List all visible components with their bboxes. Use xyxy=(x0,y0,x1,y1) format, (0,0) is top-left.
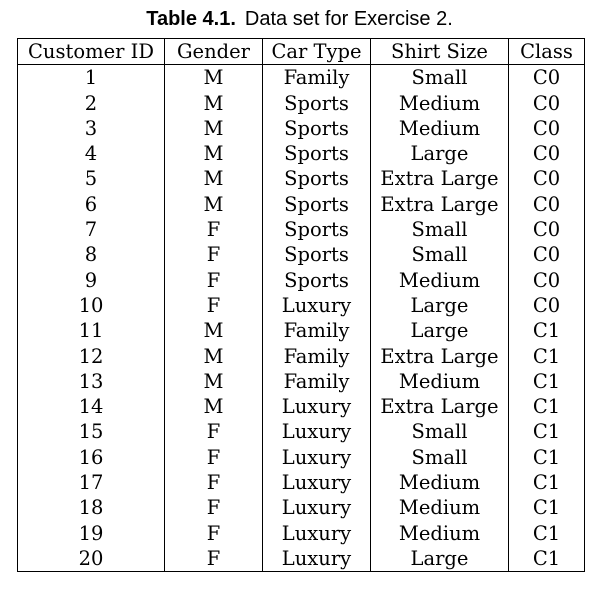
cell-shirt-size: Small xyxy=(371,65,509,91)
column-header-customer-id: Customer ID xyxy=(18,39,165,65)
cell-shirt-size: Medium xyxy=(371,495,509,520)
column-header-car-type: Car Type xyxy=(263,39,371,65)
table-row xyxy=(18,65,585,91)
cell-gender: F xyxy=(165,445,263,470)
table-row xyxy=(18,419,585,444)
cell-customer-id: 2 xyxy=(18,91,165,116)
cell-car-type: Luxury xyxy=(263,495,371,520)
table-row xyxy=(18,495,585,520)
table-header xyxy=(18,39,585,65)
table-row xyxy=(18,116,585,141)
cell-class: C1 xyxy=(509,495,585,520)
cell-shirt-size: Small xyxy=(371,419,509,444)
cell-shirt-size: Extra Large xyxy=(371,166,509,191)
cell-shirt-size: Medium xyxy=(371,116,509,141)
table-row xyxy=(18,141,585,166)
table-row xyxy=(18,192,585,217)
cell-class: C1 xyxy=(509,369,585,394)
cell-gender: M xyxy=(165,369,263,394)
cell-class: C1 xyxy=(509,445,585,470)
cell-shirt-size: Extra Large xyxy=(371,394,509,419)
cell-car-type: Family xyxy=(263,65,371,91)
cell-class: C0 xyxy=(509,166,585,191)
table-caption-label: Table 4.1. xyxy=(146,8,236,30)
table-row xyxy=(18,521,585,546)
cell-shirt-size: Extra Large xyxy=(371,344,509,369)
cell-class: C1 xyxy=(509,521,585,546)
cell-car-type: Luxury xyxy=(263,394,371,419)
cell-gender: F xyxy=(165,293,263,318)
table-row xyxy=(18,91,585,116)
cell-gender: M xyxy=(165,192,263,217)
cell-car-type: Sports xyxy=(263,166,371,191)
cell-customer-id: 10 xyxy=(18,293,165,318)
cell-car-type: Sports xyxy=(263,192,371,217)
cell-gender: F xyxy=(165,546,263,572)
cell-gender: M xyxy=(165,344,263,369)
cell-gender: M xyxy=(165,116,263,141)
cell-customer-id: 8 xyxy=(18,242,165,267)
cell-class: C1 xyxy=(509,318,585,343)
cell-gender: F xyxy=(165,470,263,495)
cell-class: C1 xyxy=(509,419,585,444)
cell-class: C0 xyxy=(509,91,585,116)
column-header-class: Class xyxy=(509,39,585,65)
cell-car-type: Family xyxy=(263,318,371,343)
cell-shirt-size: Small xyxy=(371,242,509,267)
table-row xyxy=(18,318,585,343)
data-table xyxy=(17,38,585,572)
cell-shirt-size: Large xyxy=(371,318,509,343)
cell-customer-id: 17 xyxy=(18,470,165,495)
table-row xyxy=(18,242,585,267)
cell-class: C0 xyxy=(509,293,585,318)
cell-car-type: Sports xyxy=(263,91,371,116)
cell-gender: F xyxy=(165,268,263,293)
table-caption xyxy=(0,6,599,32)
cell-car-type: Family xyxy=(263,344,371,369)
cell-shirt-size: Large xyxy=(371,546,509,572)
column-header-shirt-size: Shirt Size xyxy=(371,39,509,65)
cell-gender: M xyxy=(165,318,263,343)
cell-customer-id: 15 xyxy=(18,419,165,444)
table-caption-text: Data set for Exercise 2. xyxy=(244,8,453,30)
cell-customer-id: 14 xyxy=(18,394,165,419)
cell-car-type: Sports xyxy=(263,268,371,293)
cell-shirt-size: Large xyxy=(371,141,509,166)
table-row xyxy=(18,546,585,572)
cell-car-type: Sports xyxy=(263,242,371,267)
table-row xyxy=(18,445,585,470)
cell-car-type: Luxury xyxy=(263,521,371,546)
cell-customer-id: 18 xyxy=(18,495,165,520)
cell-class: C0 xyxy=(509,192,585,217)
cell-class: C0 xyxy=(509,141,585,166)
cell-gender: M xyxy=(165,166,263,191)
cell-car-type: Luxury xyxy=(263,445,371,470)
cell-shirt-size: Medium xyxy=(371,268,509,293)
cell-class: C1 xyxy=(509,546,585,572)
cell-car-type: Luxury xyxy=(263,293,371,318)
cell-customer-id: 11 xyxy=(18,318,165,343)
cell-class: C1 xyxy=(509,344,585,369)
cell-customer-id: 19 xyxy=(18,521,165,546)
cell-customer-id: 20 xyxy=(18,546,165,572)
cell-customer-id: 9 xyxy=(18,268,165,293)
cell-car-type: Luxury xyxy=(263,419,371,444)
cell-class: C0 xyxy=(509,65,585,91)
cell-class: C0 xyxy=(509,242,585,267)
cell-gender: F xyxy=(165,242,263,267)
cell-shirt-size: Medium xyxy=(371,91,509,116)
cell-shirt-size: Small xyxy=(371,445,509,470)
cell-car-type: Family xyxy=(263,369,371,394)
cell-class: C1 xyxy=(509,470,585,495)
cell-shirt-size: Medium xyxy=(371,470,509,495)
header-row xyxy=(18,39,585,65)
cell-gender: F xyxy=(165,217,263,242)
cell-customer-id: 7 xyxy=(18,217,165,242)
table-row xyxy=(18,217,585,242)
cell-car-type: Sports xyxy=(263,217,371,242)
column-header-gender: Gender xyxy=(165,39,263,65)
cell-car-type: Luxury xyxy=(263,546,371,572)
cell-shirt-size: Large xyxy=(371,293,509,318)
cell-car-type: Sports xyxy=(263,141,371,166)
cell-gender: F xyxy=(165,521,263,546)
cell-customer-id: 5 xyxy=(18,166,165,191)
cell-customer-id: 12 xyxy=(18,344,165,369)
table-row xyxy=(18,268,585,293)
cell-customer-id: 3 xyxy=(18,116,165,141)
cell-car-type: Sports xyxy=(263,116,371,141)
cell-customer-id: 1 xyxy=(18,65,165,91)
table-row xyxy=(18,344,585,369)
cell-class: C0 xyxy=(509,116,585,141)
cell-customer-id: 16 xyxy=(18,445,165,470)
cell-gender: F xyxy=(165,419,263,444)
table-row xyxy=(18,369,585,394)
table-row xyxy=(18,394,585,419)
table-row xyxy=(18,470,585,495)
cell-customer-id: 4 xyxy=(18,141,165,166)
cell-shirt-size: Small xyxy=(371,217,509,242)
table-row xyxy=(18,166,585,191)
cell-shirt-size: Medium xyxy=(371,369,509,394)
cell-gender: M xyxy=(165,394,263,419)
cell-car-type: Luxury xyxy=(263,470,371,495)
table-body xyxy=(18,65,585,572)
table-row xyxy=(18,293,585,318)
cell-class: C0 xyxy=(509,217,585,242)
cell-gender: M xyxy=(165,141,263,166)
cell-shirt-size: Medium xyxy=(371,521,509,546)
cell-customer-id: 13 xyxy=(18,369,165,394)
cell-customer-id: 6 xyxy=(18,192,165,217)
cell-gender: M xyxy=(165,91,263,116)
cell-gender: F xyxy=(165,495,263,520)
cell-class: C1 xyxy=(509,394,585,419)
cell-gender: M xyxy=(165,65,263,91)
cell-shirt-size: Extra Large xyxy=(371,192,509,217)
cell-class: C0 xyxy=(509,268,585,293)
